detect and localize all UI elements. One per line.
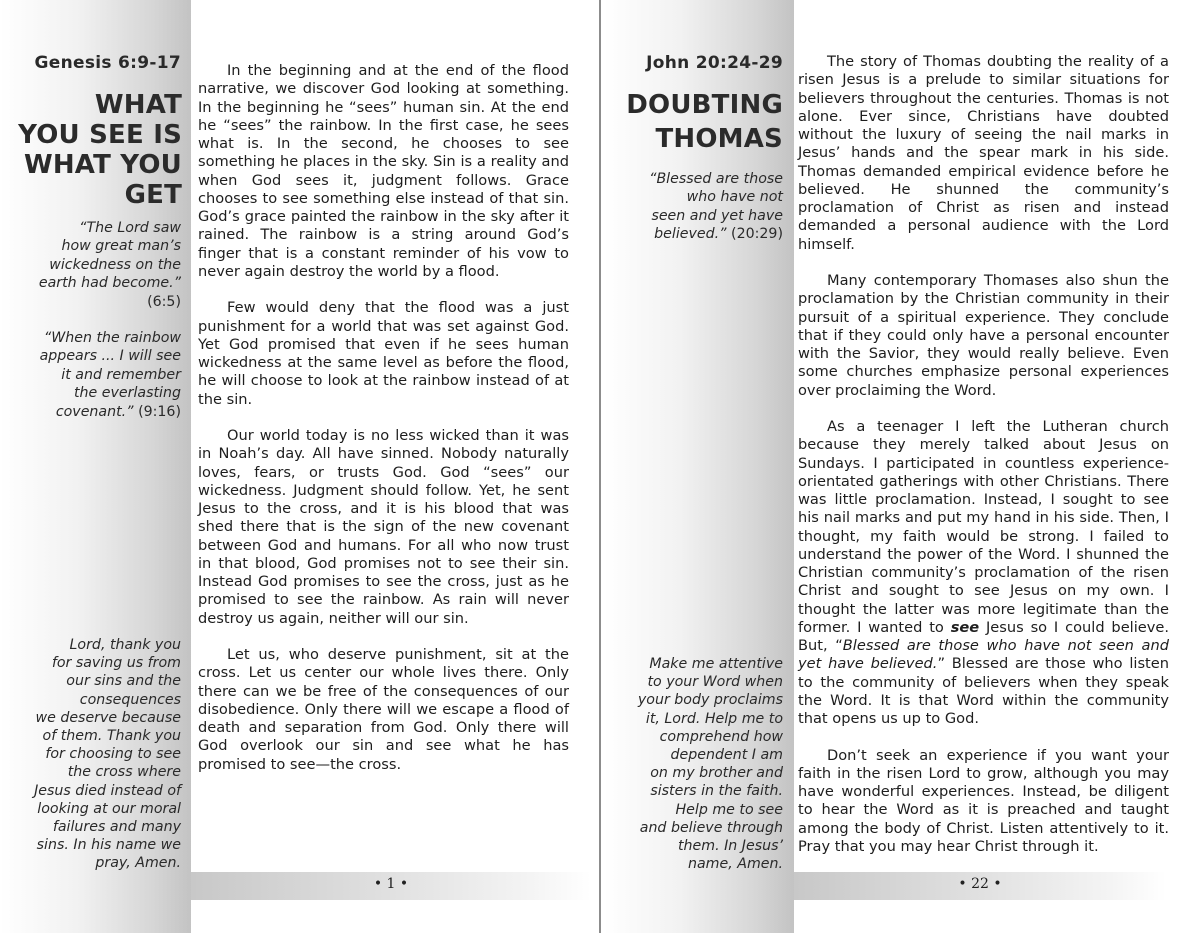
page-number: • 1 • bbox=[373, 876, 409, 892]
quote-line: “When the rainbow bbox=[43, 330, 181, 346]
body-paragraph: The story of Thomas doubting the reality of a risen Jesus is a prelude to similar situations for believers throughout the centuries. Thomas is not alone. Ever since, Christians have doubted without the luxury of seeing the nail marks in Jesus’ hands and the spear mark in his side. Thomas demanded empirical evidence before he believed. He shunned the community’s proclamation of Christ as risen and instead demanded a personal audience with the Lord himself. bbox=[798, 53, 1169, 253]
prayer-line: on my brother and bbox=[650, 765, 783, 782]
prayer-line: looking at our moral bbox=[37, 800, 181, 817]
prayer-line: sisters in the faith. bbox=[650, 783, 783, 800]
devotion-body bbox=[198, 62, 569, 792]
page-footer bbox=[191, 872, 591, 900]
quote-line: “The Lord saw bbox=[79, 220, 181, 236]
scripture-quote bbox=[10, 329, 181, 421]
quote-line: earth had become.” bbox=[38, 275, 181, 292]
quote-citation: (20:29) bbox=[731, 226, 783, 243]
prayer-line: your body proclaims bbox=[637, 692, 783, 709]
right-page bbox=[604, 0, 1200, 933]
body-paragraph: Let us, who deserve punishment, sit at the cross. Let us center our whole lives there. Only there can we be free of the consequences of our disobedience. Only there will we escape a flood of death and separation from God. Only there will God overlook our sin and see what he has promised to see—the cross. bbox=[198, 646, 569, 773]
body-paragraph: Our world today is no less wicked than it was in Noah’s day. All have sinned. Nobody naturally loves, fears, or trusts God. God “sees” our wickedness. Judgment should follow. Yet, he sent Jesus to the cross, and it is his blood that was shed there that is the sign of the new covenant between God and humans. For all who now trust in that blood, God promises not to see their sin. Instead God promises to see the cross, just as he promised to see the rainbow. As rain will never destroy us again, neither will our sin. bbox=[198, 427, 569, 627]
body-paragraph: In the beginning and at the end of the flood narrative, we discover God looking at something. In the beginning he “sees” human sin. At the end he “sees” the rainbow. In the first case, he sees what is. In the second, he chooses to see something he places in the sky. Sin is a reality and when God sees it, judgment follows. Grace chooses to see something else instead of that sin. God’s grace painted the rainbow in the sky after it rained. The rainbow is a string around God’s finger that is a constant reminder of his vow to never again destroy the world by a flood. bbox=[198, 62, 569, 280]
page-gutter bbox=[596, 0, 604, 933]
prayer-line: Make me attentive bbox=[649, 656, 783, 672]
page-number: • 22 • bbox=[958, 876, 1002, 892]
quote-line: wickedness on the bbox=[49, 256, 181, 273]
prayer-line: of them. Thank you bbox=[42, 728, 181, 745]
prayer-line: Help me to see bbox=[675, 801, 783, 818]
prayer-line: it, Lord. Help me to bbox=[645, 710, 783, 727]
quote-line: who have not bbox=[686, 189, 783, 206]
quote-citation: (6:5) bbox=[147, 293, 181, 310]
prayer-line: and believe through bbox=[639, 819, 783, 836]
left-page bbox=[0, 0, 596, 933]
devotion-title bbox=[10, 90, 182, 210]
prayer-line: name, Amen. bbox=[687, 856, 783, 873]
quote-line: believed.” bbox=[654, 226, 727, 243]
prayer-line: we deserve because bbox=[35, 709, 181, 726]
body-text-run: ” Blessed are those who listen to the community of believers when they speak the Word. It is that Word within the community that opens us up to God. bbox=[798, 655, 1169, 727]
quote-citation: (9:16) bbox=[138, 403, 181, 420]
body-paragraph: Many contemporary Thomases also shun the proclamation by the Christian community in their pursuit of a spiritual experience. They conclude that if they could only have a personal encounter with the Savior, they would really believe. Even some churches emphasize personal experiences over proclaiming the Word. bbox=[798, 272, 1169, 399]
prayer-line: them. In Jesus’ bbox=[677, 838, 783, 855]
devotion-title bbox=[612, 90, 783, 154]
prayer bbox=[10, 636, 181, 873]
inline-scripture-quote: Blessed are those who have not seen and yet have believed. bbox=[798, 637, 1169, 673]
title-line: WHAT YOU bbox=[23, 150, 182, 180]
page-footer bbox=[794, 872, 1166, 900]
prayer-line: our sins and the bbox=[66, 673, 181, 690]
body-text-run: As a teenager I left the Lutheran church because they merely talked about Jesus on Sundays. I participated in countless experience-orientated gatherings with other Christians. There was little proclamation. Instead, I sought to see his nail marks and put my hand in his side. Then, I thought, my faith would be strong. I failed to understand the power of the Word. I shunned the Christian community’s proclamation of the risen Christ and sought to see Jesus on my own. I thought the latter was more legitimate than the former. I wanted to bbox=[798, 418, 1169, 636]
prayer-line: comprehend how bbox=[659, 728, 783, 745]
prayer bbox=[612, 655, 783, 873]
title-line: YOU SEE IS bbox=[18, 120, 182, 150]
gutter-rule bbox=[599, 0, 601, 933]
title-line: THOMAS bbox=[655, 124, 783, 154]
prayer-line: Jesus died instead of bbox=[34, 782, 181, 799]
prayer-line: the cross where bbox=[67, 764, 181, 781]
body-paragraph bbox=[798, 418, 1169, 728]
body-paragraph: Don’t seek an experience if you want your faith in the risen Lord to grow, although you may have wonderful experiences. Instead, be diligent to hear the Word as it is preached and taught among the body of Christ. Listen attentively to it. Pray that you may hear Christ through it. bbox=[798, 746, 1169, 855]
scripture-quote bbox=[10, 219, 181, 311]
emphasis-word: see bbox=[950, 618, 980, 636]
quote-line: covenant.” bbox=[55, 403, 134, 420]
quote-line: it and remember bbox=[61, 366, 181, 383]
quote-line: how great man’s bbox=[61, 238, 181, 255]
quote-line: appears ... I will see bbox=[39, 348, 181, 365]
title-line: WHAT bbox=[94, 90, 182, 120]
prayer-line: for choosing to see bbox=[45, 746, 181, 763]
prayer-line: Lord, thank you bbox=[69, 637, 181, 653]
scripture-reference: John 20:24-29 bbox=[646, 53, 783, 73]
title-line: DOUBTING bbox=[626, 90, 783, 120]
prayer-line: to your Word when bbox=[647, 674, 783, 691]
prayer-line: pray, Amen. bbox=[95, 855, 181, 872]
quote-line: seen and yet have bbox=[651, 207, 783, 224]
body-text-run: Jesus so I could believe. But, “ bbox=[798, 618, 1170, 654]
title-line: GET bbox=[124, 180, 182, 210]
scripture-reference: Genesis 6:9-17 bbox=[34, 53, 181, 73]
scripture-quote bbox=[612, 170, 783, 244]
prayer-line: consequences bbox=[79, 691, 181, 708]
devotion-body bbox=[798, 53, 1169, 874]
body-paragraph: Few would deny that the flood was a just punishment for a world that was set against God. Yet God promised that even if he sees human wickedness at the same level as before the flood, he will choose to look at the rainbow instead of at the sin. bbox=[198, 299, 569, 408]
prayer-line: failures and many bbox=[52, 819, 181, 836]
prayer-line: dependent I am bbox=[670, 747, 783, 764]
prayer-line: for saving us from bbox=[51, 655, 181, 672]
quote-line: “Blessed are those bbox=[649, 171, 783, 187]
prayer-line: sins. In his name we bbox=[36, 837, 181, 854]
quote-line: the everlasting bbox=[73, 385, 181, 402]
